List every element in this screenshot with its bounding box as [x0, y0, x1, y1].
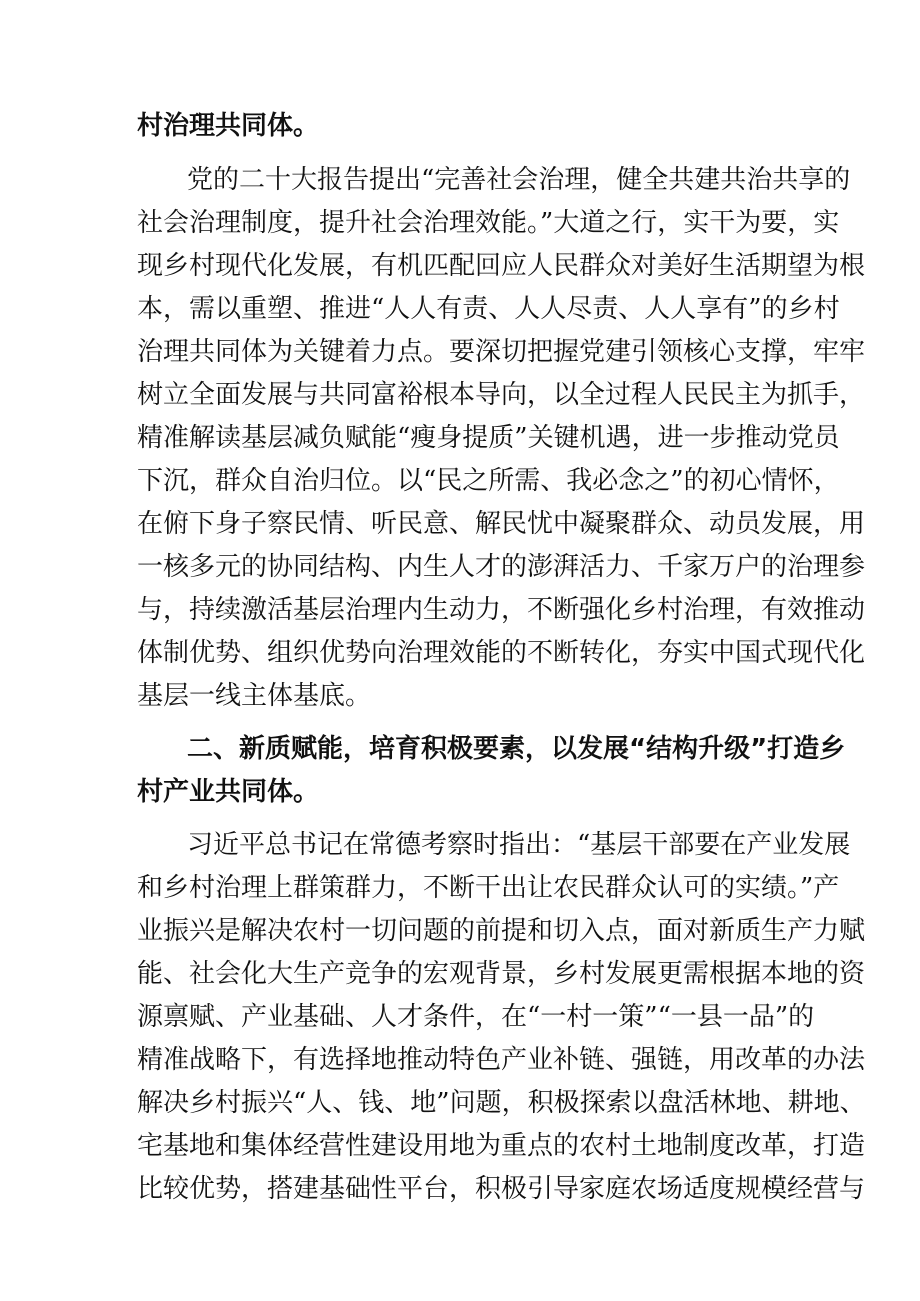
paragraph-line: 宅基地和集体经营性建设用地为重点的农村土地制度改革，打造	[137, 1131, 866, 1161]
paragraph-line: 比较优势，搭建基础性平台，积极引导家庭农场适度规模经营与	[137, 1174, 866, 1204]
section-heading-line: 二、新质赋能，培育积极要素，以发展“结构升级”打造乡	[187, 734, 846, 764]
paragraph-line: 解决乡村振兴“人、钱、地”问题，积极探索以盘活林地、耕地、	[137, 1088, 866, 1118]
section-heading-line: 村治理共同体。	[137, 111, 320, 141]
paragraph-line: 本，需以重塑、推进“人人有责、人人尽责、人人享有”的乡村	[137, 294, 840, 324]
paragraph-line: 精准解读基层减负赋能“瘦身提质”关键机遇，进一步推动党员	[137, 423, 840, 453]
paragraph-line: 业振兴是解决农村一切问题的前提和切入点，面对新质生产力赋	[137, 916, 866, 946]
paragraph-line: 树立全面发展与共同富裕根本导向，以全过程人民民主为抓手，	[137, 380, 866, 410]
paragraph-line: 习近平总书记在常德考察时指出：“基层干部要在产业发展	[187, 830, 851, 860]
paragraph-line: 能、社会化大生产竞争的宏观背景，乡村发展更需根据本地的资	[137, 959, 866, 989]
paragraph-line: 源禀赋、产业基础、人才条件，在“一村一策”“一县一品”的	[137, 1002, 815, 1032]
section-heading-line: 村产业共同体。	[137, 777, 320, 807]
paragraph-line: 社会治理制度，提升社会治理效能。”大道之行，实干为要，实	[137, 208, 840, 238]
paragraph-line: 和乡村治理上群策群力，不断干出让农民群众认可的实绩。”产	[137, 873, 840, 903]
paragraph-line: 在俯下身子察民情、听民意、解民忧中凝聚群众、动员发展，用	[137, 509, 866, 539]
paragraph-line: 下沉，群众自治归位。以“民之所需、我必念之”的初心情怀，	[137, 466, 840, 496]
paragraph-line: 治理共同体为关键着力点。要深切把握党建引领核心支撑，牢牢	[137, 337, 866, 367]
paragraph-line: 现乡村现代化发展，有机匹配回应人民群众对美好生活期望为根	[137, 251, 866, 281]
paragraph-line: 精准战略下，有选择地推动特色产业补链、强链，用改革的办法	[137, 1045, 866, 1075]
paragraph-line: 体制优势、组织优势向治理效能的不断转化，夯实中国式现代化	[137, 638, 866, 668]
paragraph-line: 基层一线主体基底。	[137, 681, 372, 711]
paragraph-line: 党的二十大报告提出“完善社会治理，健全共建共治共享的	[187, 165, 851, 195]
paragraph-line: 与，持续激活基层治理内生动力，不断强化乡村治理，有效推动	[137, 595, 866, 625]
paragraph-line: 一核多元的协同结构、内生人才的澎湃活力、千家万户的治理参	[137, 552, 866, 582]
